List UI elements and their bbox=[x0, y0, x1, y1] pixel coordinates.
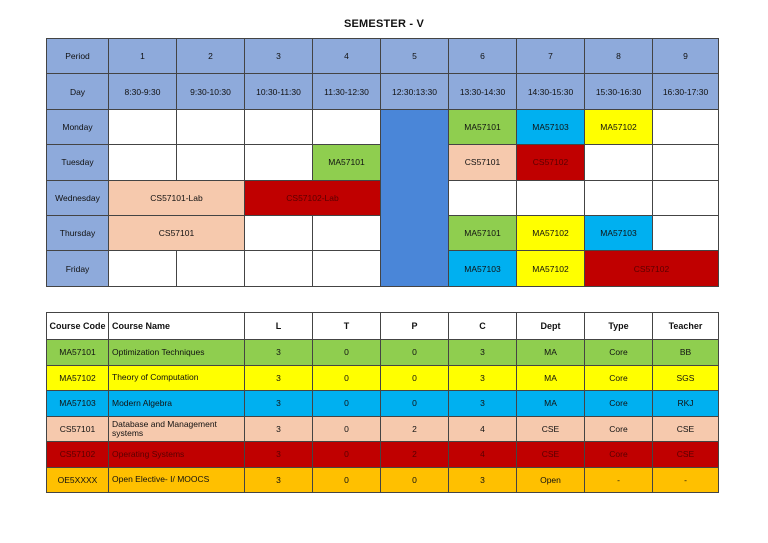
course-name-cell: Database and Management systems bbox=[109, 416, 245, 442]
course-type-cell: Core bbox=[585, 365, 653, 391]
class-slot: MA57102 bbox=[517, 215, 585, 250]
period-number: 9 bbox=[653, 39, 719, 74]
course-teacher-cell: BB bbox=[653, 340, 719, 366]
empty-slot bbox=[653, 145, 719, 180]
course-code-cell: OE5XXXX bbox=[47, 467, 109, 493]
time-slot: 13:30-14:30 bbox=[449, 74, 517, 109]
course-teacher-cell: RKJ bbox=[653, 391, 719, 417]
course-code-cell: CS57102 bbox=[47, 442, 109, 468]
course-t-cell: 0 bbox=[313, 442, 381, 468]
empty-slot bbox=[517, 180, 585, 215]
course-dept-cell: MA bbox=[517, 340, 585, 366]
course-table bbox=[46, 312, 719, 493]
course-header-row bbox=[47, 313, 719, 340]
time-slot: 16:30-17:30 bbox=[653, 74, 719, 109]
course-c-cell: 3 bbox=[449, 365, 517, 391]
time-slot: 9:30-10:30 bbox=[177, 74, 245, 109]
day-name: Thursday bbox=[47, 215, 109, 250]
lunch-break-slot bbox=[381, 109, 449, 286]
course-l-cell: 3 bbox=[245, 467, 313, 493]
class-slot: MA57102 bbox=[517, 251, 585, 286]
course-p-cell: 2 bbox=[381, 416, 449, 442]
day-label: Day bbox=[47, 74, 109, 109]
course-l-cell: 3 bbox=[245, 365, 313, 391]
table-row bbox=[47, 467, 719, 493]
day-name: Monday bbox=[47, 109, 109, 144]
header-course-name: Course Name bbox=[109, 313, 245, 340]
class-slot: MA57103 bbox=[449, 251, 517, 286]
empty-slot bbox=[585, 145, 653, 180]
period-number: 3 bbox=[245, 39, 313, 74]
class-slot: MA57101 bbox=[313, 145, 381, 180]
header-p: P bbox=[381, 313, 449, 340]
time-slot: 11:30-12:30 bbox=[313, 74, 381, 109]
period-label: Period bbox=[47, 39, 109, 74]
course-type-cell: - bbox=[585, 467, 653, 493]
time-slot: 14:30-15:30 bbox=[517, 74, 585, 109]
empty-slot bbox=[177, 251, 245, 286]
course-p-cell: 0 bbox=[381, 391, 449, 417]
empty-slot bbox=[109, 109, 177, 144]
course-c-cell: 4 bbox=[449, 416, 517, 442]
header-course-code: Course Code bbox=[47, 313, 109, 340]
header-type: Type bbox=[585, 313, 653, 340]
day-row-monday bbox=[47, 109, 719, 144]
header-l: L bbox=[245, 313, 313, 340]
day-name: Friday bbox=[47, 251, 109, 286]
course-name-cell: Operating Systems bbox=[109, 442, 245, 468]
course-name-cell: Theory of Computation bbox=[109, 365, 245, 391]
period-number: 2 bbox=[177, 39, 245, 74]
class-slot: MA57102 bbox=[585, 109, 653, 144]
course-type-cell: Core bbox=[585, 416, 653, 442]
course-l-cell: 3 bbox=[245, 416, 313, 442]
course-p-cell: 0 bbox=[381, 340, 449, 366]
time-slot: 12:30:13:30 bbox=[381, 74, 449, 109]
table-row bbox=[47, 416, 719, 442]
period-number: 5 bbox=[381, 39, 449, 74]
table-row bbox=[47, 340, 719, 366]
course-teacher-cell: SGS bbox=[653, 365, 719, 391]
class-slot: CS57101 bbox=[449, 145, 517, 180]
header-t: T bbox=[313, 313, 381, 340]
class-slot: MA57103 bbox=[517, 109, 585, 144]
course-t-cell: 0 bbox=[313, 365, 381, 391]
course-teacher-cell: - bbox=[653, 467, 719, 493]
course-name-cell: Modern Algebra bbox=[109, 391, 245, 417]
course-t-cell: 0 bbox=[313, 467, 381, 493]
course-p-cell: 0 bbox=[381, 365, 449, 391]
course-c-cell: 3 bbox=[449, 467, 517, 493]
class-slot: MA57101 bbox=[449, 109, 517, 144]
empty-slot bbox=[585, 180, 653, 215]
course-name-cell: Open Elective- I/ MOOCS bbox=[109, 467, 245, 493]
course-teacher-cell: CSE bbox=[653, 442, 719, 468]
course-name-cell: Optimization Techniques bbox=[109, 340, 245, 366]
course-code-cell: MA57102 bbox=[47, 365, 109, 391]
course-l-cell: 3 bbox=[245, 391, 313, 417]
course-c-cell: 3 bbox=[449, 391, 517, 417]
lab-slot: CS57101-Lab bbox=[109, 180, 245, 215]
period-number: 1 bbox=[109, 39, 177, 74]
table-row bbox=[47, 391, 719, 417]
course-c-cell: 3 bbox=[449, 340, 517, 366]
period-number: 8 bbox=[585, 39, 653, 74]
period-number: 4 bbox=[313, 39, 381, 74]
empty-slot bbox=[245, 109, 313, 144]
empty-slot bbox=[449, 180, 517, 215]
course-type-cell: Core bbox=[585, 391, 653, 417]
course-l-cell: 3 bbox=[245, 340, 313, 366]
time-slot: 15:30-16:30 bbox=[585, 74, 653, 109]
class-slot: MA57101 bbox=[449, 215, 517, 250]
day-name: Wednesday bbox=[47, 180, 109, 215]
empty-slot bbox=[245, 145, 313, 180]
empty-slot bbox=[177, 145, 245, 180]
period-number: 6 bbox=[449, 39, 517, 74]
course-teacher-cell: CSE bbox=[653, 416, 719, 442]
time-slot: 10:30-11:30 bbox=[245, 74, 313, 109]
empty-slot bbox=[245, 251, 313, 286]
timetable bbox=[46, 38, 719, 287]
course-type-cell: Core bbox=[585, 340, 653, 366]
course-t-cell: 0 bbox=[313, 340, 381, 366]
course-p-cell: 2 bbox=[381, 442, 449, 468]
empty-slot bbox=[245, 215, 313, 250]
course-type-cell: Core bbox=[585, 442, 653, 468]
header-c: C bbox=[449, 313, 517, 340]
period-row bbox=[47, 39, 719, 74]
class-slot: MA57103 bbox=[585, 215, 653, 250]
empty-slot bbox=[109, 251, 177, 286]
class-slot: CS57102 bbox=[517, 145, 585, 180]
empty-slot bbox=[313, 215, 381, 250]
table-row bbox=[47, 442, 719, 468]
empty-slot bbox=[177, 109, 245, 144]
time-row bbox=[47, 74, 719, 109]
page-title: SEMESTER - V bbox=[343, 18, 425, 30]
course-dept-cell: CSE bbox=[517, 442, 585, 468]
course-dept-cell: CSE bbox=[517, 416, 585, 442]
empty-slot bbox=[653, 109, 719, 144]
time-slot: 8:30-9:30 bbox=[109, 74, 177, 109]
lab-slot: CS57102-Lab bbox=[245, 180, 381, 215]
period-number: 7 bbox=[517, 39, 585, 74]
day-name: Tuesday bbox=[47, 145, 109, 180]
class-slot: CS57101 bbox=[109, 215, 245, 250]
course-dept-cell: Open bbox=[517, 467, 585, 493]
course-code-cell: MA57101 bbox=[47, 340, 109, 366]
course-t-cell: 0 bbox=[313, 391, 381, 417]
course-code-cell: MA57103 bbox=[47, 391, 109, 417]
course-p-cell: 0 bbox=[381, 467, 449, 493]
course-code-cell: CS57101 bbox=[47, 416, 109, 442]
table-row bbox=[47, 365, 719, 391]
course-dept-cell: MA bbox=[517, 391, 585, 417]
course-dept-cell: MA bbox=[517, 365, 585, 391]
empty-slot bbox=[653, 180, 719, 215]
course-c-cell: 4 bbox=[449, 442, 517, 468]
course-t-cell: 0 bbox=[313, 416, 381, 442]
empty-slot bbox=[313, 109, 381, 144]
header-teacher: Teacher bbox=[653, 313, 719, 340]
empty-slot bbox=[109, 145, 177, 180]
empty-slot bbox=[653, 215, 719, 250]
header-dept: Dept bbox=[517, 313, 585, 340]
course-l-cell: 3 bbox=[245, 442, 313, 468]
empty-slot bbox=[313, 251, 381, 286]
class-slot: CS57102 bbox=[585, 251, 719, 286]
